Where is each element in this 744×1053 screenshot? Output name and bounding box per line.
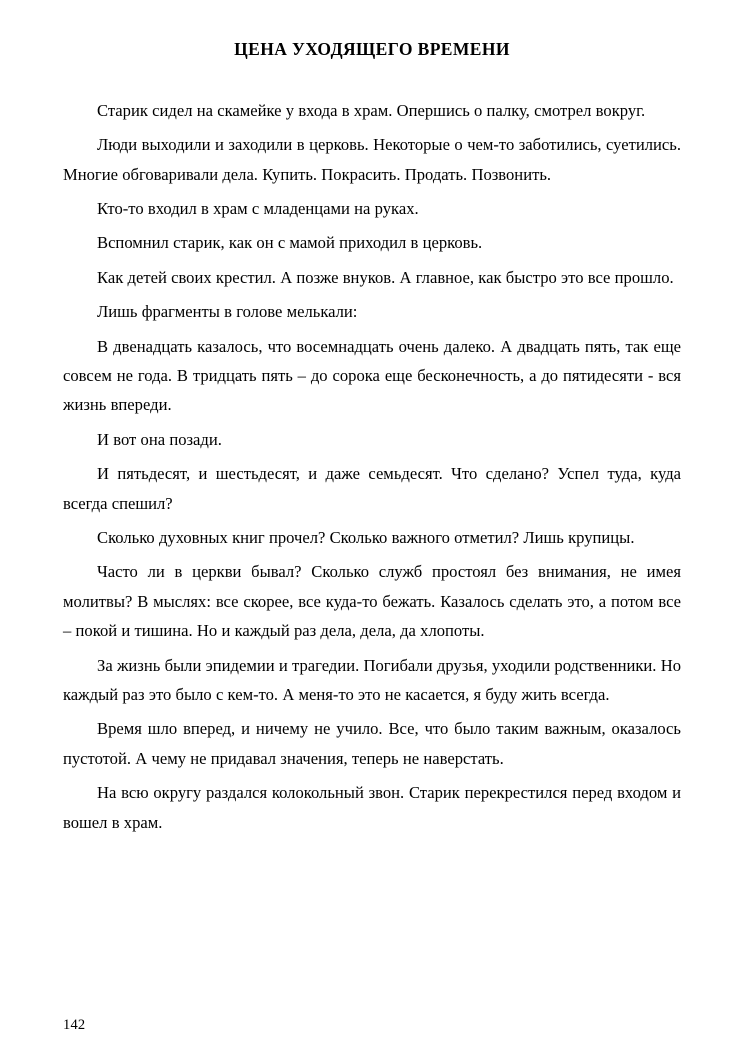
paragraph: Старик сидел на скамейке у входа в храм. Опершись о палку, смотрел вокруг. <box>97 100 646 120</box>
paragraph: В двенадцать казалось, что восемнадцать очень далеко. А двадцать пять, так еще совсем не года. В тридцать пять – до сорока еще бесконечность, а до пятидесяти - вся жизнь впереди. <box>63 336 681 415</box>
paragraph: Вспомнил старик, как он с мамой приходил в церковь. <box>97 233 483 253</box>
paragraph: Кто-то входил в храм с младенцами на руках. <box>97 198 419 218</box>
paragraph: За жизнь были эпидемии и трагедии. Погибали друзья, уходили родственники. Но каждый раз это было с кем-то. А меня-то это не касается, я буду жить всегда. <box>63 655 681 705</box>
paragraph: И пятьдесят, и шестьдесят, и даже семьдесят. Что сделано? Успел туда, куда всегда спешил? <box>63 464 681 513</box>
page-content <box>63 0 681 837</box>
paragraph: Время шло вперед, и ничему не учило. Все, что было таким важным, оказалось пустотой. А чему не придавал значения, теперь не наверстать. <box>63 719 681 768</box>
paragraph: И вот она позади. <box>97 429 222 449</box>
paragraph: Люди выходили и заходили в церковь. Некоторые о чем-то заботились, суетились. Многие обговаривали дела. Купить. Покрасить. Продать. Позвонить. <box>63 135 681 184</box>
page-number: 142 <box>63 1016 86 1033</box>
paragraph: Часто ли в церкви бывал? Сколько служб простоял без внимания, не имея молитвы? В мыслях: все скорее, все куда-то бежать. Казалось сделать это, а потом все – покой и тишина. Но и каждый раз дела, дела, да хлопоты. <box>63 562 681 641</box>
paragraph: Как детей своих крестил. А позже внуков. А главное, как быстро это все прошло. <box>97 267 674 287</box>
paragraph: На всю округу раздался колокольный звон. Старик перекрестился перед входом и вошел в храм. <box>63 783 681 832</box>
paragraph: Сколько духовных книг прочел? Сколько важного отметил? Лишь крупицы. <box>97 528 635 548</box>
body-text-block <box>63 96 681 837</box>
page-title: ЦЕНА УХОДЯЩЕГО ВРЕМЕНИ <box>234 39 510 59</box>
paragraph: Лишь фрагменты в голове мелькали: <box>97 302 358 322</box>
